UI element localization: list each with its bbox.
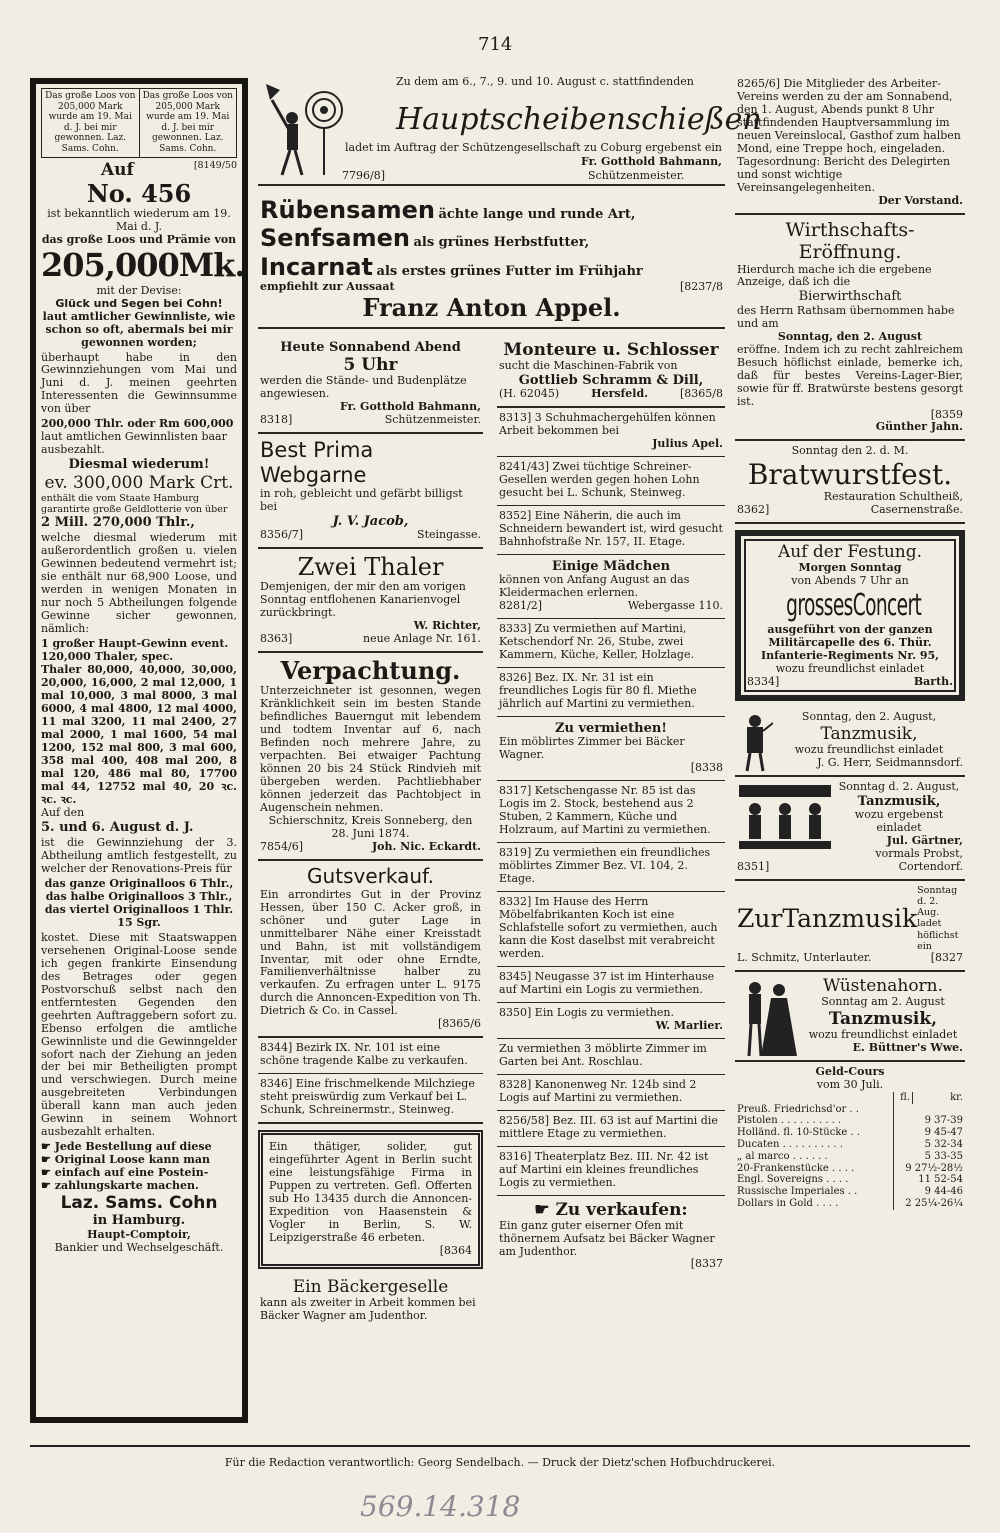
sonnabend-ref: 8318] bbox=[260, 413, 293, 427]
kurs-row bbox=[735, 1115, 965, 1127]
webgarne-ref: 8356/7] bbox=[260, 528, 303, 542]
sonnabend-uhr: 5 Uhr bbox=[343, 355, 398, 376]
s8316-ref: 8316] bbox=[499, 1149, 532, 1163]
gutsverkauf-title: Gutsverkauf. bbox=[307, 864, 434, 889]
verkaufen-text: Ein ganz guter eiserner Ofen mit thönernem Aufsatz bei Bäcker Wagner am Judenthor. bbox=[499, 1218, 715, 1258]
lottery-advert bbox=[30, 78, 248, 1423]
ref-number: [8149/50 bbox=[193, 159, 237, 171]
bullet-3: ☛ einfach auf eine Postein- bbox=[41, 1166, 209, 1180]
tanz3-side: Sonntag d. 2. Aug. ladet höflichst ein bbox=[917, 884, 959, 952]
firm-name: Laz. Sams. Cohn bbox=[60, 1193, 218, 1214]
column-d bbox=[735, 74, 965, 1214]
kurs-row bbox=[735, 1174, 965, 1186]
kurs-coin: „ al marco . . . . . . bbox=[737, 1150, 828, 1162]
s8350-ref: 8350] bbox=[499, 1005, 532, 1019]
vermiethen-ref: [8338 bbox=[690, 761, 723, 775]
firm-bankier: Bankier und Wechselgeschäft. bbox=[54, 1240, 224, 1254]
firm-comptoir: Haupt-Comptoir, bbox=[87, 1227, 191, 1241]
s8319-text: Zu vermiethen ein freundliches möblirtes Zimmer Bez. VI. 104, 2. Etage. bbox=[499, 846, 711, 886]
wirth-text: Hierdurch mache ich die ergebene Anzeige, daß ich die bbox=[737, 262, 932, 289]
wirth-text3: eröffne. Indem ich zu recht zahlreichem Besuch höflichst einlade, bemerke ich, daß für bestes Vereins-Lager-Bier, sowie für ff. Bratwürste bestens gesorgt ist. bbox=[737, 342, 963, 408]
marksman-icon bbox=[262, 80, 352, 180]
kurs-row bbox=[735, 1198, 965, 1210]
monteure-firm: Gottlieb Schramm & Dill, bbox=[518, 373, 704, 389]
los-number: No. 456 bbox=[86, 178, 192, 208]
kurs-row bbox=[735, 1127, 965, 1139]
preis-ganz: das ganze Originalloos 6 Thlr., bbox=[44, 876, 234, 890]
kurs-value: 9 45-47 bbox=[894, 1127, 965, 1139]
samen-item-2: Senfsamen bbox=[260, 224, 410, 253]
kurs-value: 9 37-39 bbox=[894, 1115, 965, 1127]
baecker-title: Ein Bäckergeselle bbox=[292, 1276, 449, 1297]
naeherin-text: Eine Näherin, die auch im Schneidern bewandert ist, wird gesucht Bahnhofstraße Nr. 157, II. Etage. bbox=[499, 509, 723, 549]
loos-left: Das große Loos von 205,000 Mark wurde am 19. Mai d. J. bei mir gewonnen. Laz. Sams. Cohn. bbox=[42, 89, 140, 157]
column-b bbox=[258, 336, 483, 1328]
footer-imprint: Für die Redaction verantwortlich: Georg Sendelbach. — Druck der Dietz'schen Hofbuchdruckerei. bbox=[30, 1445, 970, 1470]
fest-morgen: Morgen Sonntag bbox=[798, 561, 902, 575]
fest-concert: grossesConcert bbox=[786, 588, 922, 624]
schuh-name: Julius Apel. bbox=[652, 437, 723, 451]
fest-time: von Abends 7 Uhr an bbox=[791, 574, 909, 588]
samen-desc-3: als erstes grünes Futter im Frühjahr bbox=[376, 263, 643, 279]
text-2: das große Loos und Prämie von bbox=[41, 232, 237, 246]
maedchen-title: Einige Mädchen bbox=[551, 559, 671, 575]
arbeiter-sign: Der Vorstand. bbox=[878, 193, 963, 207]
kurs-value: 9 27½-28½ bbox=[894, 1163, 965, 1175]
samen-advert bbox=[258, 196, 725, 329]
text-7: enthält die vom Staate Hamburg garantirte große Geldlotterie von über bbox=[41, 492, 228, 515]
haupt-gewinn: 1 großer Haupt-Gewinn event. 120,000 Thaler, spec. bbox=[41, 637, 229, 664]
devise-text: Glück und Segen bei Cohn! bbox=[55, 296, 223, 310]
dancing-couple-icon bbox=[737, 980, 799, 1060]
preis-viertel: das viertel Originalloos 1 Thlr. 15 Sgr. bbox=[44, 902, 234, 929]
s8317-ref: 8317] bbox=[499, 784, 532, 798]
wirth-bier: Bierwirthschaft bbox=[798, 289, 902, 305]
monteure-text: sucht die Maschinen-Fabrik von bbox=[499, 359, 678, 373]
gutsverkauf-ref: [8365/6 bbox=[438, 1017, 481, 1031]
prize-amount: 205,000Mk. bbox=[41, 245, 245, 284]
kurs-head-fl: fl. bbox=[894, 1092, 913, 1104]
monteure-ref: (H. 62045) bbox=[499, 387, 560, 401]
webgarne-addr: Steingasse. bbox=[417, 528, 481, 542]
text-9: ist die Gewinnziehung der 3. Abtheilung amtlich festgestellt, zu welcher der Renovations-Preis für bbox=[41, 836, 237, 875]
gutsverkauf-text: Ein arrondirtes Gut in der Provinz Hessen, über 150 C. Acker groß, in schöner und guter Lage in unmittelbarer Nähe einer Kreisstadt und Bahn, ist mit vollständigem Inventar, mit oder ohne Erndte, Familienverhältnisse halber zu verkaufen. Zu erfragen unter L. 9175 durch die Annoncen-Expedition von Th. Dietrich & Co. in Cassel. bbox=[260, 887, 481, 1018]
sonnabend-title: Heute Sonnabend Abend bbox=[280, 340, 461, 355]
maedchen-ref: 8281/2] bbox=[499, 599, 542, 613]
kurs-date: vom 30 Juli. bbox=[816, 1077, 884, 1091]
wirth-name: Günther Jahn. bbox=[875, 420, 963, 434]
kurs-row bbox=[735, 1186, 965, 1198]
schiessen-role: Schützenmeister. bbox=[588, 169, 685, 182]
wirth-ref: [8359 bbox=[930, 407, 963, 421]
ziehung-datum: 5. und 6. August d. J. bbox=[41, 819, 194, 835]
verpachtung-place: Schierschnitz, Kreis Sonneberg, den 28. Juni 1874. bbox=[268, 814, 473, 841]
s8256-ref: 8256/58] bbox=[499, 1113, 549, 1127]
loos-header-box bbox=[41, 88, 237, 158]
loos-right: Das große Loos von 205,000 Mark wurde am 19. Mai d. J. bei mir gewonnen. Laz. Sams. Cohn. bbox=[142, 91, 233, 155]
s8345-text: Neugasse 37 ist im Hinterhause auf Martini ein Logis zu vermiethen. bbox=[499, 969, 715, 996]
brat-date: Sonntag den 2. d. M. bbox=[791, 444, 909, 458]
brat-ref: 8362] bbox=[737, 503, 770, 517]
fest-text: ausgeführt von der ganzen Militärcapelle des 6. Thür. Infanterie-Regiments Nr. 95, bbox=[760, 622, 939, 662]
samen-desc-2: als grünes Herbstfutter, bbox=[413, 235, 590, 251]
sonnabend-text: werden die Stände- und Budenplätze angewiesen. bbox=[260, 374, 467, 401]
kurs-coin: 20-Frankenstücke . . . . bbox=[737, 1162, 855, 1174]
tanz2-title: Tanzmusik, bbox=[857, 793, 941, 809]
kurs-value bbox=[894, 1104, 965, 1116]
schiessen-title: Hauptscheibenschießen bbox=[396, 102, 762, 137]
sonnabend-role: Schützenmeister. bbox=[384, 413, 481, 427]
maedchen-text: können von Anfang August an das Kleidermachen erlernen. bbox=[499, 573, 690, 600]
agent-ref: [8364 bbox=[439, 1243, 472, 1257]
schreiner-ref: 8241/43] bbox=[499, 460, 549, 474]
verpachtung-name: Joh. Nic. Eckardt. bbox=[371, 840, 481, 854]
schreiner-text: Zwei tüchtige Schreiner-Gesellen werden gegen hohen Lohn gesucht bei L. Schunk, Steinweg. bbox=[499, 460, 700, 500]
tanz1-text: wozu freundlichst einladet bbox=[794, 742, 944, 756]
samen-item-3: Incarnat bbox=[260, 252, 374, 281]
ziege-ref: 8346] bbox=[260, 1077, 293, 1091]
hand-pointer-icon: ☛ bbox=[41, 1140, 55, 1154]
wirth-title: Wirthschafts-Eröffnung. bbox=[785, 218, 915, 264]
brat-title: Bratwurstfest. bbox=[747, 458, 953, 492]
tanz3-title: ZurTanzmusik bbox=[737, 903, 918, 933]
kurs-coin: Holländ. fl. 10-Stücke . . bbox=[737, 1127, 861, 1139]
samen-line-4: empfiehlt zur Aussaat bbox=[260, 279, 395, 293]
kalbe-ref: 8344] bbox=[260, 1041, 293, 1055]
wuest-date: Sonntag am 2. August bbox=[821, 994, 945, 1008]
column-c bbox=[497, 336, 725, 1276]
kurs-coin: Russische Imperiales . . bbox=[737, 1186, 858, 1198]
kurs-coin: Pistolen . . . . . . . . . . bbox=[737, 1115, 842, 1127]
s8350-name: W. Marlier. bbox=[655, 1018, 723, 1032]
ev-amount: ev. 300,000 Mark Crt. bbox=[44, 472, 234, 493]
kurs-title: Geld-Cours bbox=[815, 1064, 885, 1078]
tanz2-name: Jul. Gärtner, bbox=[886, 833, 963, 847]
kurs-table bbox=[735, 1092, 965, 1210]
webgarne-name: J. V. Jacob, bbox=[332, 513, 409, 529]
tanz2-date: Sonntag d. 2. August, bbox=[838, 779, 960, 793]
s8256-text: Bez. III. 63 ist auf Martini die mittlere Etage zu vermiethen. bbox=[499, 1113, 718, 1140]
text-5: 200,000 Thlr. oder Rm 600,000 bbox=[41, 417, 234, 431]
samen-desc-1: ächte lange und runde Art, bbox=[438, 207, 636, 222]
s8333-text: Zu vermiethen auf Martini, Ketschendorf Nr. 26, Stube, zwei Kammern, Küche, Keller, Holzlage. bbox=[499, 622, 694, 662]
s8326-ref: 8326] bbox=[499, 671, 532, 685]
vermiethen-text: Ein möblirtes Zimmer bei Bäcker Wagner. bbox=[499, 735, 685, 762]
naeherin-ref: 8352] bbox=[499, 509, 532, 523]
kurs-coin: Engl. Sovereigns . . . . bbox=[737, 1174, 849, 1186]
hand-pointer-icon: ☛ bbox=[41, 1166, 55, 1180]
kurs-value: 2 25¼-26¼ bbox=[894, 1198, 965, 1210]
kurs-value: 5 33-35 bbox=[894, 1151, 965, 1163]
kurs-head-kr: kr. bbox=[913, 1092, 966, 1104]
thaler-addr: neue Anlage Nr. 161. bbox=[363, 632, 481, 646]
s8332-text: Im Hause des Herrn Möbelfabrikanten Koch ist eine Schlafstelle sofort zu vermiethen, auch kann die Kost daselbst mit verabreicht werden. bbox=[499, 895, 718, 960]
thaler-name: W. Richter, bbox=[413, 619, 481, 633]
page-number: 714 bbox=[478, 34, 513, 55]
thaler-ref: 8363] bbox=[260, 632, 293, 646]
schuh-ref: 8313] bbox=[499, 411, 532, 425]
devise-intro: mit der Devise: bbox=[96, 283, 182, 297]
wirth-sonntag: Sonntag, den 2. August bbox=[777, 329, 923, 343]
bullet-2: ☛ Original Loose kann man bbox=[41, 1153, 211, 1167]
samen-firm: Franz Anton Appel. bbox=[362, 292, 621, 322]
tanz3-ref: [8327 bbox=[930, 950, 963, 964]
arbeiter-ref: 8265/6] bbox=[737, 77, 780, 90]
s8328-ref: 8328] bbox=[499, 1077, 532, 1091]
musician-icon bbox=[737, 713, 773, 773]
webgarne-title: Best Prima Webgarne bbox=[260, 438, 374, 488]
text-10: kostet. Diese mit Staatswappen versehenen Original-Loose sende ich gegen frankirte Einsendung des Betrages oder gegen Postvorschuß selbst nach den entferntesten Gegenden den geehrten Auftraggebern sofort zu. Ebenso erfolgen die amtliche Gewinnliste und die Gewinngelder sofort nach der Ziehung an jeden der bei mir Betheiligten prompt und verschwiegen. Durch meine ausgebreiteten Verbindungen überall kann man auch jeden Gewinn in seinem Wohnort ausbezahlt erhalten. bbox=[41, 930, 237, 1139]
baecker-text: kann als zweiter in Arbeit kommen bei Bäcker Wagner am Judenthor. bbox=[260, 1295, 476, 1322]
wirth-text2: des Herrn Rathsam übernommen habe und am bbox=[737, 303, 955, 330]
fest-title: Auf der Festung. bbox=[777, 542, 923, 563]
bullet-4: ☛ zahlungskarte machen. bbox=[41, 1179, 199, 1193]
vermiethen-title: Zu vermiethen! bbox=[555, 721, 667, 737]
s8328-text: Kanonenweg Nr. 124b sind 2 Logis auf Martini zu vermiethen. bbox=[499, 1077, 697, 1104]
schiessen-name: Fr. Gotthold Bahmann, bbox=[580, 155, 722, 168]
agent-advert bbox=[258, 1130, 483, 1269]
bullet-1: ☛ Jede Bestellung auf diese bbox=[41, 1140, 212, 1154]
schuh-text: 3 Schuhmachergehülfen können Arbeit bekommen bei bbox=[499, 411, 716, 438]
monteure-title: Monteure u. Schlosser bbox=[503, 340, 719, 360]
monteure-ref2: [8365/8 bbox=[679, 387, 723, 401]
s8326-text: Bez. IX. Nr. 31 ist ein freundliches Logis für 80 fl. Miethe jährlich auf Martini zu vermiethen. bbox=[499, 671, 697, 711]
text-8: welche diesmal wiederum mit außerordentlich großen u. vielen Gewinnen bedeutend vermehrt ist; sie enthält nur 68,900 Loose, und werden in wenigen Monaten in nur noch 5 Abtheilungen folgende Gewinne sicher gewonnen, nämlich: bbox=[41, 531, 237, 636]
s8350-text: Ein Logis zu vermiethen. bbox=[534, 1005, 674, 1019]
kurs-row bbox=[735, 1104, 965, 1116]
million: 2 Mill. 270,000 Thlr., bbox=[41, 515, 195, 531]
schiessen-intro: Zu dem am 6., 7., 9. und 10. August c. stattfindenden bbox=[396, 75, 694, 88]
fest-ref: 8334] bbox=[747, 674, 780, 688]
tanz1-date: Sonntag, den 2. August, bbox=[801, 709, 937, 723]
auf-den: Auf den bbox=[41, 805, 85, 819]
s8333-ref: 8333] bbox=[499, 622, 532, 636]
ziege-text: Eine frischmelkende Milchziege steht preiswürdig zum Verkauf bei L. Schunk, Schreinermstr., Steinweg. bbox=[260, 1077, 475, 1117]
tanz2-text: wozu ergebenst einladet bbox=[854, 807, 944, 834]
gewinne-list: Thaler 80,000, 40,000, 30,000, 20,000, 16,000, 2 mal 12,000, 1 mal 10,000, 3 mal 8000, 3 mal 6000, 4 mal 4800, 12 mal 4000, 11 mal 3200, 11 mal 2400, 27 mal 2000, 1 mal 1600, 54 mal 1200, 152 mal 800, 3 mal 600, 358 mal 400, 408 mal 200, 8 mal 120, 486 mal 80, 17700 mal 44, 12752 mal 40, 20 ꝛc. ꝛc. ꝛc. bbox=[41, 663, 237, 806]
s8332-ref: 8332] bbox=[499, 895, 532, 909]
samen-item-1: Rübensamen bbox=[260, 196, 435, 224]
fest-name: Barth. bbox=[913, 674, 953, 688]
tanz2-ref: 8351] bbox=[737, 859, 770, 873]
monteure-city: Hersfeld. bbox=[591, 387, 648, 401]
verpachtung-text: Unterzeichneter ist gesonnen, wegen Kränklichkeit sein im besten Stande befindliches Bauerngut mit lebendem und todtem Inventar auf 6, nach Befinden noch mehrere Jahre, zu verpachten. Bei etwaiger Pachtung können 20 bis 24 Stück Rindvieh mit übergeben werden. Pachtliebhaber können jederzeit das Pachtobject in Augenschein nehmen. bbox=[260, 684, 481, 815]
band-icon bbox=[737, 783, 833, 853]
wuest-name: E. Büttner's Wwe. bbox=[852, 1040, 963, 1054]
kurs-coin: Dollars in Gold . . . . bbox=[737, 1198, 839, 1209]
kalbe-text: Bezirk IX. Nr. 101 ist eine schöne tragende Kalbe zu verkaufen. bbox=[260, 1041, 468, 1068]
preis-halb: das halbe Originalloos 3 Thlr., bbox=[45, 889, 233, 903]
agent-text: Ein thätiger, solider, gut eingeführter Agent in Berlin sucht eine leistungsfähige Firma in Puppen zu vertreten. Gefl. Offerten sub Ho 13435 durch die Annoncen-Expedition von Haasenstein & Vogler in Berlin, S. W. Leipzigerstraße 46 erbeten. bbox=[269, 1140, 472, 1244]
auf-label: Auf bbox=[100, 159, 134, 180]
s8319-ref: 8319] bbox=[499, 846, 532, 860]
verpachtung-title: Verpachtung. bbox=[280, 656, 461, 686]
kurs-coin: Preuß. Friedrichsd'or . . bbox=[737, 1103, 859, 1115]
diesmal: Diesmal wiederum! bbox=[68, 457, 210, 473]
brat-text: Restauration Schultheiß, bbox=[823, 490, 963, 504]
kurs-value: 11 52-54 bbox=[894, 1174, 965, 1186]
hand-pointer-icon: ☛ bbox=[534, 1199, 556, 1220]
tanz1-name: J. G. Herr, Seidmannsdorf. bbox=[817, 755, 963, 769]
wuest-text: wozu freundlichst einladet bbox=[808, 1027, 958, 1041]
wuest-title: Wüstenahorn. bbox=[822, 975, 944, 996]
schiessen-ref: 7796/8] bbox=[342, 169, 385, 182]
moebl-text: Zu vermiethen 3 möblirte Zimmer im Garten bei Ant. Roschlau. bbox=[499, 1041, 707, 1068]
tanz3-name: L. Schmitz, Unterlauter. bbox=[737, 950, 872, 964]
verkaufen-ref: [8337 bbox=[690, 1257, 723, 1271]
kurs-row bbox=[735, 1151, 965, 1163]
thaler-text: Demjenigen, der mir den am vorigen Sonntag entflohenen Kanarienvogel zurückbringt. bbox=[260, 580, 466, 620]
tanz2-addr: Cortendorf. bbox=[898, 859, 963, 873]
verkaufen-title: Zu verkaufen: bbox=[555, 1199, 688, 1220]
webgarne-text: in roh, gebleicht und gefärbt billigst bei bbox=[260, 486, 463, 513]
hand-pointer-icon: ☛ bbox=[41, 1179, 55, 1193]
fest-text2: wozu freundlichst einladet bbox=[775, 661, 925, 675]
s8316-text: Theaterplatz Bez. III. Nr. 42 ist auf Martini ein kleines freundliches Logis zu vermiethen. bbox=[499, 1149, 709, 1189]
pencil-annotation: 569.14.318 bbox=[360, 1490, 521, 1523]
festung-advert bbox=[735, 530, 965, 700]
brat-addr: Casernenstraße. bbox=[870, 503, 963, 517]
firm-city: in Hamburg. bbox=[92, 1213, 186, 1229]
kurs-row bbox=[735, 1163, 965, 1175]
text-1: ist bekanntlich wiederum am 19. Mai d. J. bbox=[47, 207, 231, 233]
verpachtung-ref: 7854/6] bbox=[260, 840, 303, 854]
schiessen-text: ladet im Auftrag der Schützengesellschaft zu Coburg ergebenst ein bbox=[345, 141, 722, 154]
hand-pointer-icon: ☛ bbox=[41, 1153, 55, 1167]
thaler-title: Zwei Thaler bbox=[297, 553, 444, 582]
kurs-coin: Ducaten . . . . . . . . . . bbox=[737, 1139, 843, 1151]
kurs-row bbox=[735, 1139, 965, 1151]
kurs-value: 9 44-46 bbox=[894, 1186, 965, 1198]
text-6: laut amtlichen Gewinnlisten baar ausbezahlt. bbox=[41, 430, 227, 457]
tanz1-title: Tanzmusik, bbox=[820, 723, 918, 744]
text-3: laut amtlicher Gewinnliste, wie schon so oft, abermals bei mir gewonnen worden; bbox=[42, 309, 236, 349]
kurs-value: 5 32-34 bbox=[894, 1139, 965, 1151]
s8317-text: Ketschengasse Nr. 85 ist das Logis im 2. Stock, bestehend aus 2 Stuben, 2 Kammern, Küche und Holzraum, auf Martini zu vermiethen. bbox=[499, 784, 711, 837]
tanz2-sub: vormals Probst, bbox=[875, 846, 963, 860]
s8345-ref: 8345] bbox=[499, 969, 532, 983]
maedchen-addr: Webergasse 110. bbox=[627, 599, 723, 613]
arbeiter-text: Die Mitglieder des Arbeiter-Vereins werden zu der am Sonnabend, den 1. August, Abends punkt 8 Uhr stattfindenden Hauptversammlung im neuen Vereinslocal, Gasthof zum halben Mond, eine Treppe hoch, eingeladen. Tagesordnung: Bericht des Delegirten und sonst wichtige Vereinsangelegenheiten. bbox=[737, 77, 961, 194]
samen-ref: [8237/8 bbox=[680, 279, 723, 293]
sonnabend-name: Fr. Gotthold Bahmann, bbox=[339, 400, 481, 414]
text-4: überhaupt habe in den Gewinnziehungen vom Mai und Juni d. J. meinen geehrten Interessenten die Gewinnsumme von über bbox=[41, 350, 237, 416]
wuest-tanz: Tanzmusik, bbox=[828, 1008, 938, 1029]
